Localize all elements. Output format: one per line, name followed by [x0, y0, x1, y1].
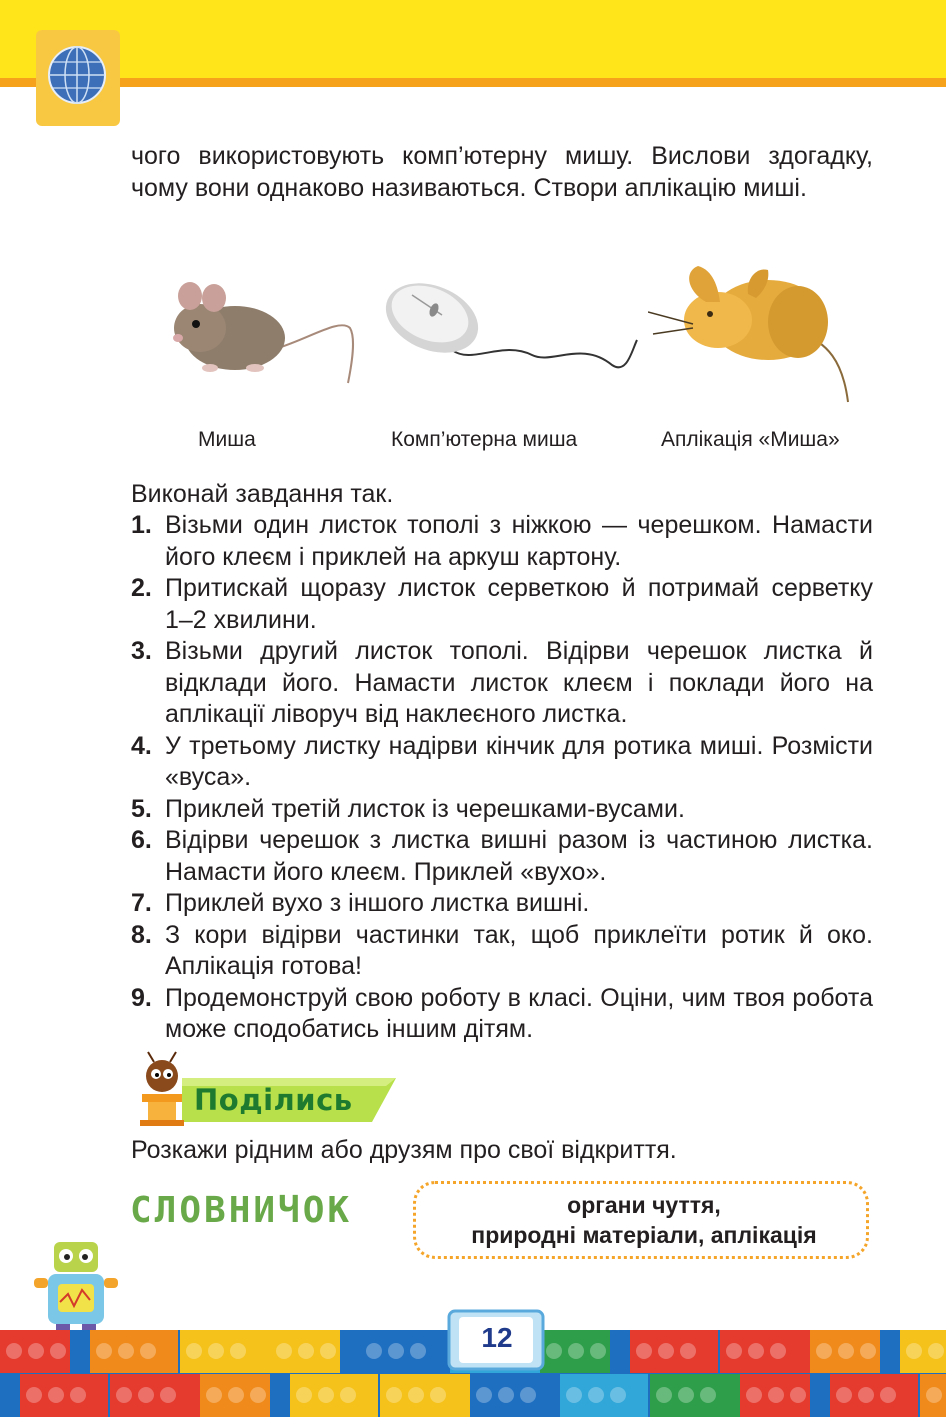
lego-stud: [340, 1387, 356, 1403]
lego-stud: [678, 1387, 694, 1403]
tell-text: Розкажи рідним або друзям про свої відкриття.: [131, 1136, 677, 1164]
lego-stud: [140, 1343, 156, 1359]
lego-stud: [838, 1343, 854, 1359]
share-heading: Поділись: [194, 1083, 353, 1117]
lego-stud: [520, 1387, 536, 1403]
lego-stud: [208, 1343, 224, 1359]
vocab-line-2: природні матеріали, аплікація: [471, 1222, 817, 1248]
step-text: Візьми другий листок тополі. Відірви черешок листка й відклади його. Намасти листок клеєм і поклади його на аплікації ліворуч від наклеєного листка.: [165, 637, 873, 728]
step-number: 5.: [131, 794, 152, 823]
steps-list: [131, 510, 873, 1046]
lego-stud: [230, 1343, 246, 1359]
lego-stud: [568, 1343, 584, 1359]
step-number: 8.: [131, 920, 152, 949]
lego-stud: [28, 1343, 44, 1359]
mouse-photo: [170, 268, 360, 388]
lego-stud: [498, 1387, 514, 1403]
lego-stud: [658, 1343, 674, 1359]
lego-stud: [116, 1387, 132, 1403]
lego-stud: [410, 1343, 426, 1359]
vocab-line-1: органи чуття,: [567, 1192, 721, 1218]
vocab-title: [130, 1190, 352, 1231]
step-number: 4.: [131, 731, 152, 760]
lego-stud: [880, 1387, 896, 1403]
step-text: Продемонструй свою роботу в класі. Оціни, чим твоя робота може сподобатись іншим дітям.: [165, 983, 873, 1043]
step-number: 7.: [131, 889, 152, 917]
step-text: Візьми один листок тополі з ніжкою — черешком. Намасти його клеєм і приклей на аркуш картону.: [165, 511, 873, 571]
step-text: Притискай щоразу листок серветкою й потримай серветку 1–2 хвилини.: [165, 574, 873, 634]
vocab-box: [413, 1181, 869, 1259]
step-item: [131, 983, 873, 1046]
lego-stud: [748, 1343, 764, 1359]
lego-stud: [228, 1387, 244, 1403]
task-intro: Виконай завдання так.: [131, 480, 394, 508]
step-text: Приклей вухо з іншого листка вишні.: [165, 889, 590, 917]
step-text: Приклей третій листок із черешками-вусами.: [165, 794, 685, 823]
step-item: [131, 920, 873, 983]
step-text: Відірви черешок з листка вишні разом із частиною листка. Намасти його клеєм. Приклей «вухо».: [165, 826, 873, 886]
lego-stud: [590, 1343, 606, 1359]
lego-stud: [746, 1387, 762, 1403]
step-item: [131, 636, 873, 731]
lego-stud: [160, 1387, 176, 1403]
lego-stud: [296, 1387, 312, 1403]
top-banner: [0, 0, 946, 78]
lego-stud: [318, 1387, 334, 1403]
globe-icon: [47, 45, 107, 105]
intro-paragraph: чого використовують комп’ютерну мишу. Вислови здогадку, чому вони однаково називаються. Створи аплікацію миші.: [131, 142, 873, 202]
lego-stud: [610, 1387, 626, 1403]
step-item: [131, 794, 873, 826]
step-number: 3.: [131, 637, 152, 665]
step-item: [131, 888, 873, 920]
lego-stud: [680, 1343, 696, 1359]
lego-stud: [70, 1387, 86, 1403]
lego-stud: [726, 1343, 742, 1359]
lego-stud: [476, 1387, 492, 1403]
lego-stud: [386, 1387, 402, 1403]
step-text: З кори відірви частинки так, щоб приклеїти ротик й око. Аплікація готова!: [165, 920, 873, 980]
step-number: 1.: [131, 511, 152, 539]
lego-stud: [430, 1387, 446, 1403]
computer-mouse-photo: [382, 270, 642, 390]
step-text: У третьому листку надірви кінчик для ротика миші. Розмісти «вуса».: [165, 731, 873, 791]
lego-stud: [366, 1343, 382, 1359]
lego-stud: [636, 1343, 652, 1359]
lego-stud: [50, 1343, 66, 1359]
step-item: [131, 825, 873, 888]
lego-stud: [320, 1343, 336, 1359]
lego-stud: [928, 1343, 944, 1359]
lego-stud: [790, 1387, 806, 1403]
lego-stud: [26, 1387, 42, 1403]
lego-stud: [408, 1387, 424, 1403]
caption-applique: Аплікація «Миша»: [661, 428, 840, 451]
lego-stud: [656, 1387, 672, 1403]
lego-stud: [858, 1387, 874, 1403]
lego-stud: [836, 1387, 852, 1403]
lego-stud: [118, 1343, 134, 1359]
lego-stud: [768, 1387, 784, 1403]
page-number: 12: [481, 1322, 513, 1353]
lego-stud: [926, 1387, 942, 1403]
lego-stud: [298, 1343, 314, 1359]
step-item: [131, 731, 873, 794]
lego-stud: [48, 1387, 64, 1403]
step-number: 2.: [131, 574, 152, 602]
ant-mascot-icon: [134, 1050, 190, 1126]
caption-computer-mouse: Комп’ютерна миша: [391, 428, 578, 451]
lego-stud: [6, 1343, 22, 1359]
lego-stud: [770, 1343, 786, 1359]
lego-stud: [138, 1387, 154, 1403]
leaf-mouse-applique: [648, 262, 868, 412]
lego-stud: [566, 1387, 582, 1403]
lego-stud: [388, 1343, 404, 1359]
lego-stud: [186, 1343, 202, 1359]
step-item: [131, 510, 873, 573]
lego-stud: [206, 1387, 222, 1403]
caption-mouse: Миша: [198, 428, 256, 451]
lego-stud: [860, 1343, 876, 1359]
lego-stud: [276, 1343, 292, 1359]
step-number: 9.: [131, 983, 152, 1012]
vocab-title-text: СЛОВНИЧОК: [130, 1190, 353, 1231]
lego-stud: [588, 1387, 604, 1403]
lego-stud: [906, 1343, 922, 1359]
top-stripe: [0, 78, 946, 87]
step-item: [131, 573, 873, 636]
lego-stud: [816, 1343, 832, 1359]
lego-stud: [96, 1343, 112, 1359]
lego-stud: [250, 1387, 266, 1403]
lego-stud: [700, 1387, 716, 1403]
step-number: 6.: [131, 826, 152, 854]
